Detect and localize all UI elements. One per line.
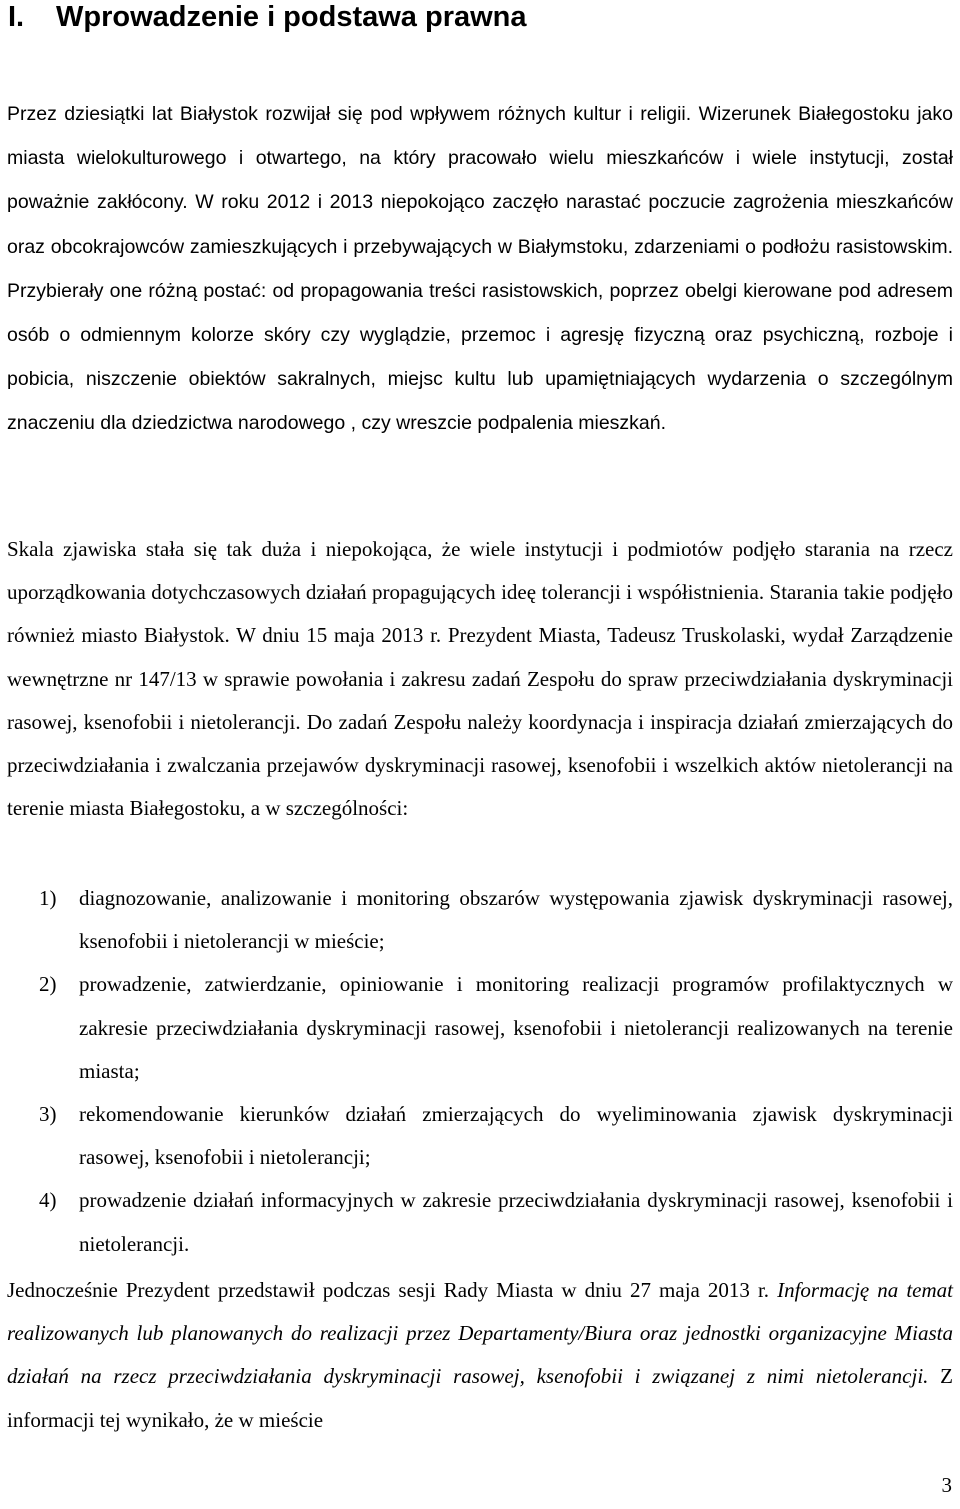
page-number: 3 bbox=[941, 1473, 952, 1497]
list-item bbox=[7, 1179, 953, 1265]
list-item bbox=[7, 963, 953, 1093]
list-item-text: rekomendowanie kierunków działań zmierzających do wyeliminowania zjawisk dyskryminacji rasowej, ksenofobii i nietolerancji; bbox=[79, 1102, 953, 1170]
list-item-text: prowadzenie działań informacyjnych w zakresie przeciwdziałania dyskryminacji rasowej, ksenofobii i nietolerancji. bbox=[79, 1188, 953, 1256]
list-item bbox=[7, 877, 953, 963]
list-item bbox=[7, 1093, 953, 1179]
section-number: I. bbox=[8, 1, 25, 33]
list-item-marker: 1) bbox=[39, 886, 57, 910]
paragraph-introduction-part-1: Przez dziesiątki lat Białystok rozwijał się pod wpływem różnych kultur i religii. Wizerunek Białegostoku jako miasta wielokulturowego i otwartego, na który pracowało wielu mieszkańców i wiele instytucji, został poważnie zakłócony. bbox=[7, 103, 953, 214]
paragraph-president-information-part-2: Z informacji tej wynikało, że w mieście bbox=[7, 1364, 954, 1432]
paragraph-president-information-part-1: Jednocześnie Prezydent przedstawił podczas sesji Rady Miasta w dniu 27 maja 2013 r. bbox=[7, 1278, 778, 1302]
paragraph-president-information bbox=[7, 1269, 953, 1442]
list-item-text: prowadzenie, zatwierdzanie, opiniowanie i monitoring realizacji programów profilaktycznych w zakresie przeciwdziałania dyskryminacji rasowej, ksenofobii i nietolerancji realizowanych na terenie miasta; bbox=[79, 972, 953, 1083]
list-item-marker: 2) bbox=[39, 972, 57, 997]
list-item-marker: 4) bbox=[39, 1188, 57, 1213]
task-list bbox=[7, 877, 953, 1266]
paragraph-introduction-part-2: W roku 2012 i 2013 niepokojąco zaczęło narastać poczucie zagrożenia mieszkańców oraz obcokrajowców zamieszkujących i przebywających w Białymstoku, zdarzeniami o podłożu rasistowskim. Przybierały one różną postać: od propagowania treści rasistowskich, poprzez obelgi kierowane pod adresem osób o odmiennym kolorze skóry czy wyglądzie, przemoc i agresję fizyczną oraz psychiczną, rozboje i pobicia, niszczenie obiektów sakralnych, miejsc kultu lub upamiętniających wydarzenia o szczególnym znaczeniu dla dziedzictwa narodowego , czy wreszcie podpalenia mieszkań. bbox=[7, 191, 953, 435]
section-title: Wprowadzenie i podstawa prawna bbox=[56, 1, 527, 33]
document-title-italic: Informację na temat realizowanych lub planowanych do realizacji przez Departamenty/Biura oraz jednostki organizacyjne Miasta działań na rzecz przeciwdziałania dyskryminacji rasowej, ksenofobii i związanej z nimi nietolerancji. bbox=[7, 1278, 953, 1389]
paragraph-team-scope: Skala zjawiska stała się tak duża i niepokojąca, że wiele instytucji i podmiotów podjęło starania na rzecz uporządkowania dotychczasowych działań propagujących ideę tolerancji i współistnienia. Starania takie podjęło również miasto Białystok. W dniu 15 maja 2013 r. Prezydent Miasta, Tadeusz Truskolaski, wydał Zarządzenie wewnętrzne nr 147/13 w sprawie powołania i zakresu zadań Zespołu do spraw przeciwdziałania dyskryminacji rasowej, ksenofobii i nietolerancji. Do zadań Zespołu należy koordynacja i inspiracja działań zmierzających do przeciwdziałania i zwalczania przejawów dyskryminacji rasowej, ksenofobii i wszelkich aktów nietolerancji na terenie miasta Białegostoku, a w szczególności: bbox=[7, 537, 953, 821]
list-item-marker: 3) bbox=[39, 1102, 57, 1127]
list-item-text: diagnozowanie, analizowanie i monitoring obszarów występowania zjawisk dyskryminacji rasowej, ksenofobii i nietolerancji w mieście; bbox=[79, 886, 953, 954]
section-heading bbox=[8, 0, 527, 34]
paragraph-introduction bbox=[7, 92, 953, 446]
